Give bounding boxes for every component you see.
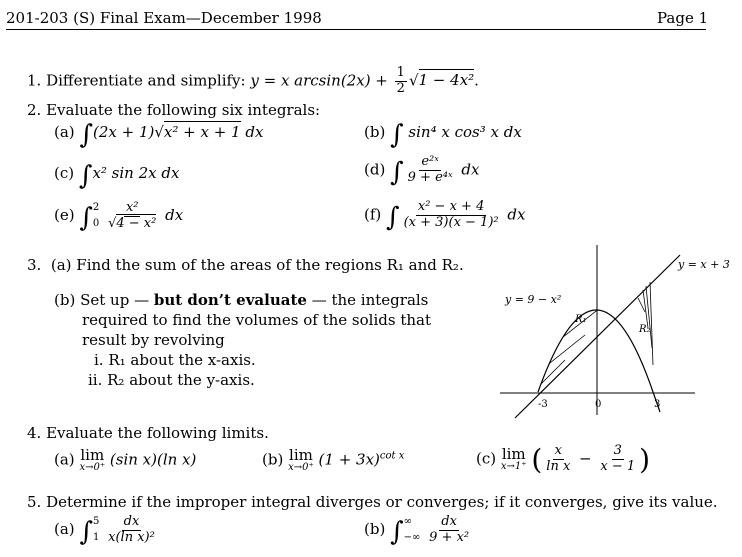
tick-3: 3 (654, 399, 661, 410)
q4c: (c) lim x→1⁺ ( $\frac{x}{\text{ln x}}$ − $\frac{3}{x - 1}$ ) (476, 443, 651, 476)
q2-text: Evaluate the following six integrals: (46, 101, 321, 119)
r2-label: R₂ (639, 324, 651, 335)
q4a: (a) lim x→0⁺ (sin x)(ln x) (54, 446, 197, 473)
q1-text: Differentiate and simplify: (46, 71, 246, 90)
question-4: 4. Evaluate the following limits. (27, 424, 269, 442)
tick-0: 0 (595, 399, 602, 410)
q5a: (a) ∫ 5 1 $\frac{dx}{\text{x(ln x)²}}$ (54, 513, 155, 547)
question-3a: 3. (a) Find the sum of the areas of the regions R₁ and R₂. (27, 256, 464, 274)
q2f: (f) ∫ $\frac{\text{x² − x + 4}}{\text{(x + 3)(x − 1)²}}$ dx (364, 199, 526, 233)
q2d: (d) ∫ $\frac{\text{e²ˣ}}{\text{9 + e⁴ˣ}}$ dx (364, 154, 480, 188)
question-1: 1. Differentiate and simplify: y = x arcsin(2x) + $\frac{1}{2}$ √1 − 4x². (27, 65, 479, 96)
parabola-label: y = 9 − x² (505, 293, 562, 306)
tick-neg3: -3 (538, 399, 548, 410)
q1-half: $\frac{1}{2}$ (396, 65, 405, 96)
q1-radicand: 1 − 4x² (418, 71, 475, 90)
q5b: (b) ∫ ∞ −∞ $\frac{dx}{\text{9 + x²}}$ (364, 513, 470, 547)
question-3b: (b) Set up — but don’t evaluate — the integrals required to find the volumes of the solids that result by revolving i. R₁ about the x-axis. ii. R₂ about the y-axis. (54, 291, 431, 389)
q4b: (b) lim x→0⁺ $(1 + 3x)^{cot x}$ (262, 446, 405, 473)
r1-label: R₁ (575, 314, 587, 325)
q2b: (b) ∫ sin⁴ x cos³ x dx (364, 120, 522, 150)
q1-formula: y = x arcsin(2x) + (250, 71, 393, 90)
q2a: (a) ∫(2x + 1)√x² + x + 1 dx (54, 120, 264, 150)
q2e: (e) ∫ 2 0 $\frac{\text{x²}}{\text{√4 − x²}}$ dx (54, 199, 184, 233)
line-label: y = x + 3 (678, 258, 730, 271)
question-5: 5. Determine if the improper integral diverges or converges; if it converges, give its value. (27, 493, 718, 511)
q2c: (c) ∫x² sin 2x dx (54, 161, 180, 191)
page-number: Page 1 (657, 9, 709, 27)
r1-hatch (535, 270, 630, 390)
q1-number: 1. (27, 71, 42, 90)
header-rule (6, 29, 706, 30)
exam-title: 201-203 (S) Final Exam—December 1998 (6, 9, 322, 27)
question-2: 2. Evaluate the following six integrals: (27, 101, 321, 119)
region-graph (495, 240, 742, 425)
